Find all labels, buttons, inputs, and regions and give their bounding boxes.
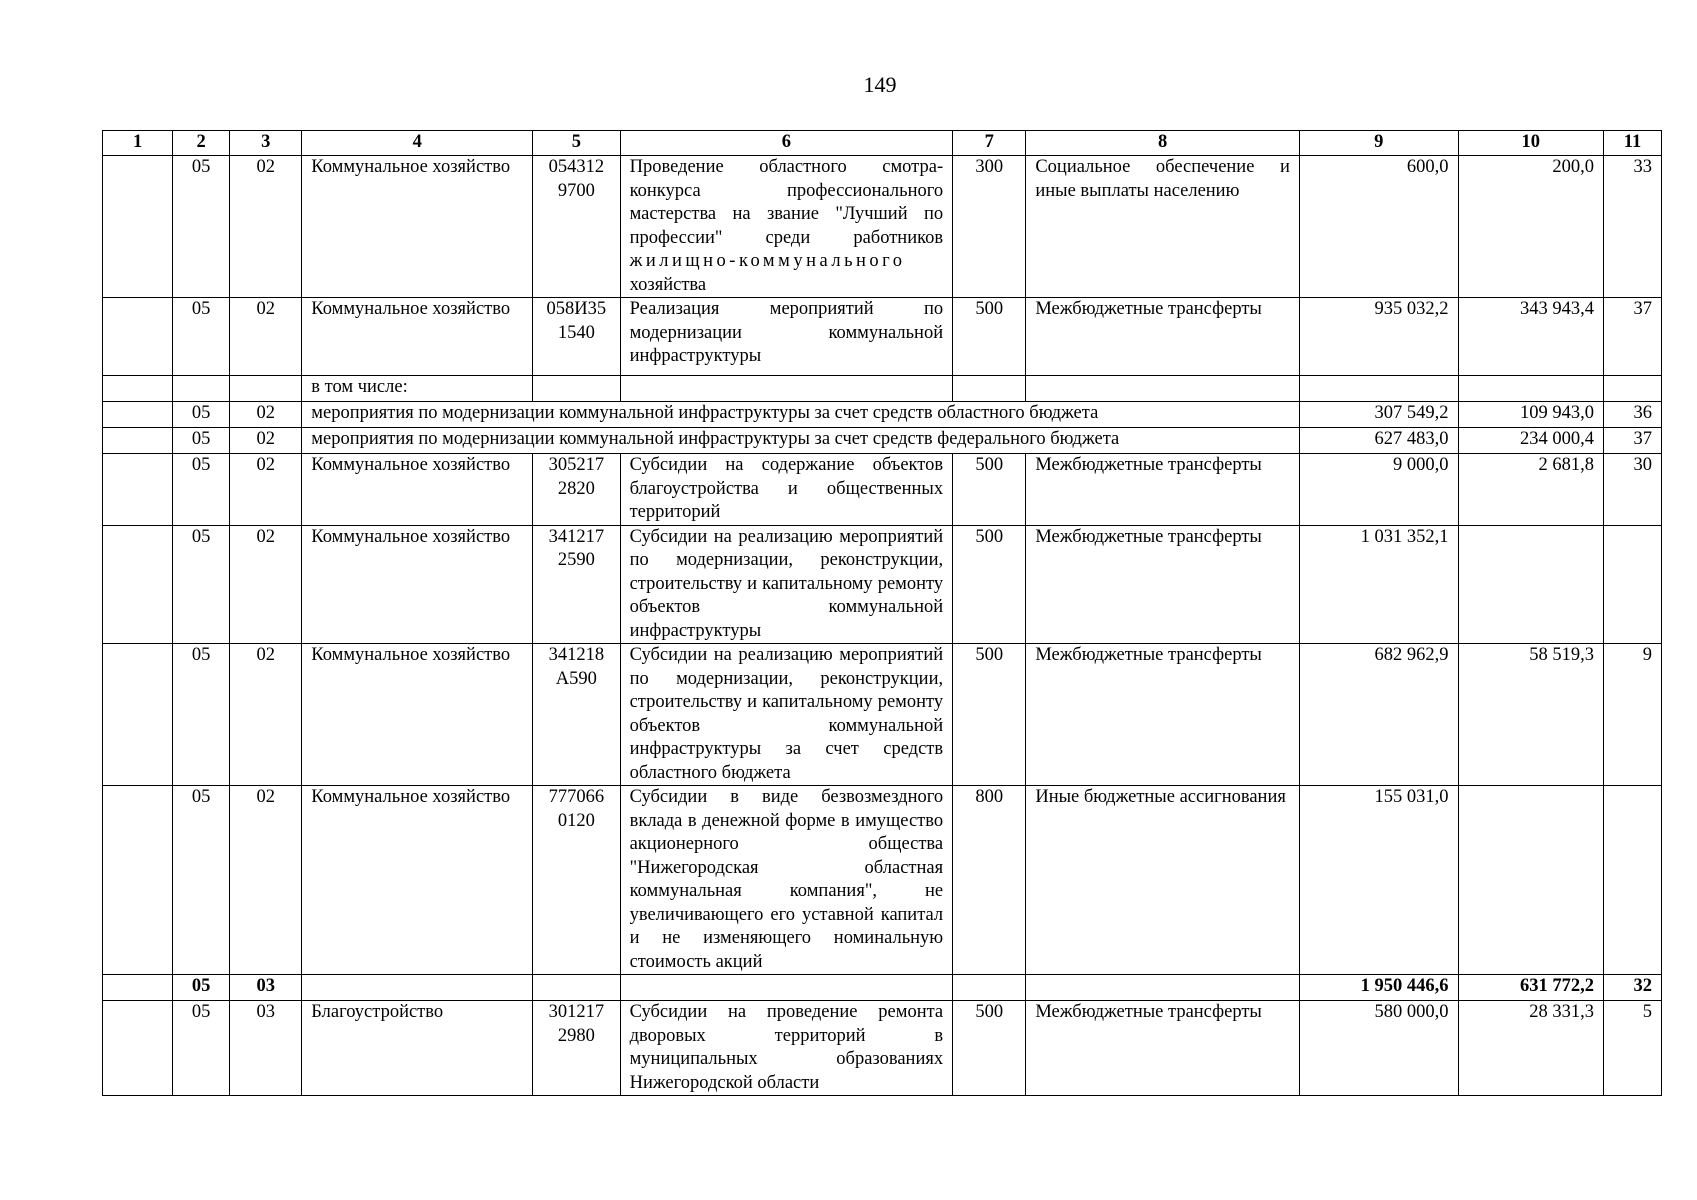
cell-amount-plan: 935 032,2 xyxy=(1299,298,1458,376)
table-row xyxy=(103,454,1662,526)
cell-subsection: 03 xyxy=(230,975,302,1001)
column-header: 5 xyxy=(533,131,620,156)
cell-subsection: 02 xyxy=(230,786,302,975)
cell-percent: 33 xyxy=(1603,156,1661,298)
cell-amount-plan: 682 962,9 xyxy=(1299,644,1458,786)
cell-amount-actual: 109 943,0 xyxy=(1458,402,1603,428)
cell-target-code: 301217 2980 xyxy=(533,1001,620,1096)
cell-section: 05 xyxy=(173,644,230,786)
cell-amount-plan: 600,0 xyxy=(1299,156,1458,298)
cell-section: 05 xyxy=(173,298,230,376)
cell-including-label: в том числе: xyxy=(302,376,533,402)
cell-target-code: 058И35 1540 xyxy=(533,298,620,376)
cell-description: Субсидии на содержание объектов благоустройства и общественных территорий xyxy=(620,454,953,526)
table-row xyxy=(103,525,1662,644)
column-header: 2 xyxy=(173,131,230,156)
cell-expense-code: 500 xyxy=(953,454,1026,526)
cell-amount-plan: 155 031,0 xyxy=(1299,786,1458,975)
cell-section: 05 xyxy=(173,975,230,1001)
cell-section: 05 xyxy=(173,454,230,526)
cell-percent: 37 xyxy=(1603,428,1661,454)
table-row xyxy=(103,786,1662,975)
table-row xyxy=(103,156,1662,298)
cell-amount-plan: 307 549,2 xyxy=(1299,402,1458,428)
cell-expense-code: 500 xyxy=(953,525,1026,644)
cell-expense-type: Межбюджетные трансферты xyxy=(1026,525,1300,644)
cell-section: 05 xyxy=(173,402,230,428)
column-header: 7 xyxy=(953,131,1026,156)
cell-section: 05 xyxy=(173,786,230,975)
cell-amount-actual: 631 772,2 xyxy=(1458,975,1603,1001)
cell-expense-type: Межбюджетные трансферты xyxy=(1026,644,1300,786)
cell-percent xyxy=(1603,786,1661,975)
cell-percent: 30 xyxy=(1603,454,1661,526)
cell-target-code: 341218 А590 xyxy=(533,644,620,786)
cell-amount-actual: 58 519,3 xyxy=(1458,644,1603,786)
cell-amount-actual: 234 000,4 xyxy=(1458,428,1603,454)
cell-percent xyxy=(1603,525,1661,644)
cell-subsection-name: Благоустройство xyxy=(302,1001,533,1096)
cell-subsection-name: Коммунальное хозяйство xyxy=(302,644,533,786)
cell-description: Проведение областного смотра-конкурса профессионального мастерства на звание "Лучший по профессии" среди работников жилищно-коммунального хозяйства xyxy=(620,156,953,298)
cell-subsection-name: Коммунальное хозяйство xyxy=(302,525,533,644)
cell-percent: 32 xyxy=(1603,975,1661,1001)
cell-description: Субсидии в виде безвозмездного вклада в денежной форме в имущество акционерного общества "Нижегородская областная коммунальная компания", не увеличивающего его уставной капитал и не изменяющего номинальную стоимость акций xyxy=(620,786,953,975)
cell-expense-code: 500 xyxy=(953,1001,1026,1096)
cell-subitem-description: мероприятия по модернизации коммунальной инфраструктуры за счет средств федерального бюджета xyxy=(302,428,1300,454)
cell-percent: 37 xyxy=(1603,298,1661,376)
cell-subsection: 03 xyxy=(230,1001,302,1096)
cell-percent: 36 xyxy=(1603,402,1661,428)
table-row xyxy=(103,402,1662,428)
cell-amount-plan: 627 483,0 xyxy=(1299,428,1458,454)
page-number: 149 xyxy=(863,72,897,97)
cell-subsection: 02 xyxy=(230,525,302,644)
subtotal-row xyxy=(103,975,1662,1001)
cell-amount-actual: 2 681,8 xyxy=(1458,454,1603,526)
column-header: 10 xyxy=(1458,131,1603,156)
column-header: 8 xyxy=(1026,131,1300,156)
column-header: 3 xyxy=(230,131,302,156)
cell-amount-actual: 28 331,3 xyxy=(1458,1001,1603,1096)
cell-amount-actual: 343 943,4 xyxy=(1458,298,1603,376)
cell-amount-plan: 1 950 446,6 xyxy=(1299,975,1458,1001)
cell-expense-code: 300 xyxy=(953,156,1026,298)
table-row xyxy=(103,298,1662,376)
cell-target-code: 305217 2820 xyxy=(533,454,620,526)
cell-description: Субсидии на реализацию мероприятий по модернизации, реконструкции, строительству и капитальному ремонту объектов коммунальной инфраструктуры за счет средств областного бюджета xyxy=(620,644,953,786)
cell-section: 05 xyxy=(173,525,230,644)
cell-subsection-name: Коммунальное хозяйство xyxy=(302,786,533,975)
cell-subsection: 02 xyxy=(230,428,302,454)
cell-expense-code: 800 xyxy=(953,786,1026,975)
cell-subitem-description: мероприятия по модернизации коммунальной инфраструктуры за счет средств областного бюджета xyxy=(302,402,1300,428)
cell-percent: 9 xyxy=(1603,644,1661,786)
table-row xyxy=(103,376,1662,402)
cell-subsection: 02 xyxy=(230,454,302,526)
cell-amount-plan: 9 000,0 xyxy=(1299,454,1458,526)
cell-expense-code: 500 xyxy=(953,298,1026,376)
cell-expense-code: 500 xyxy=(953,644,1026,786)
cell-subsection-name: Коммунальное хозяйство xyxy=(302,156,533,298)
cell-amount-plan: 1 031 352,1 xyxy=(1299,525,1458,644)
cell-amount-plan: 580 000,0 xyxy=(1299,1001,1458,1096)
cell-subsection: 02 xyxy=(230,644,302,786)
column-header: 9 xyxy=(1299,131,1458,156)
cell-section: 05 xyxy=(173,428,230,454)
cell-expense-type: Социальное обеспечение и иные выплаты населению xyxy=(1026,156,1300,298)
cell-amount-actual: 200,0 xyxy=(1458,156,1603,298)
column-header: 6 xyxy=(620,131,953,156)
cell-expense-type: Межбюджетные трансферты xyxy=(1026,298,1300,376)
cell-subsection: 02 xyxy=(230,156,302,298)
cell-description: Субсидии на реализацию мероприятий по модернизации, реконструкции, строительству и капитальному ремонту объектов коммунальной инфраструктуры xyxy=(620,525,953,644)
cell-target-code: 777066 0120 xyxy=(533,786,620,975)
cell-percent: 5 xyxy=(1603,1001,1661,1096)
cell-subsection: 02 xyxy=(230,298,302,376)
table-header-row xyxy=(103,131,1662,156)
cell-section: 05 xyxy=(173,1001,230,1096)
column-header: 4 xyxy=(302,131,533,156)
cell-description: Субсидии на проведение ремонта дворовых территорий в муниципальных образованиях Нижегородской области xyxy=(620,1001,953,1096)
cell-section: 05 xyxy=(173,156,230,298)
cell-subsection: 02 xyxy=(230,402,302,428)
cell-amount-actual xyxy=(1458,525,1603,644)
cell-amount-actual xyxy=(1458,786,1603,975)
column-header: 1 xyxy=(103,131,173,156)
cell-target-code: 054312 9700 xyxy=(533,156,620,298)
cell-target-code: 341217 2590 xyxy=(533,525,620,644)
table-row xyxy=(103,1001,1662,1096)
cell-expense-type: Межбюджетные трансферты xyxy=(1026,1001,1300,1096)
table-row xyxy=(103,428,1662,454)
cell-subsection-name: Коммунальное хозяйство xyxy=(302,298,533,376)
cell-subsection-name: Коммунальное хозяйство xyxy=(302,454,533,526)
cell-expense-type: Межбюджетные трансферты xyxy=(1026,454,1300,526)
column-header: 11 xyxy=(1603,131,1661,156)
cell-description: Реализация мероприятий по модернизации коммунальной инфраструктуры xyxy=(620,298,953,376)
cell-expense-type: Иные бюджетные ассигнования xyxy=(1026,786,1300,975)
budget-table xyxy=(102,130,1662,1096)
table-row xyxy=(103,644,1662,786)
